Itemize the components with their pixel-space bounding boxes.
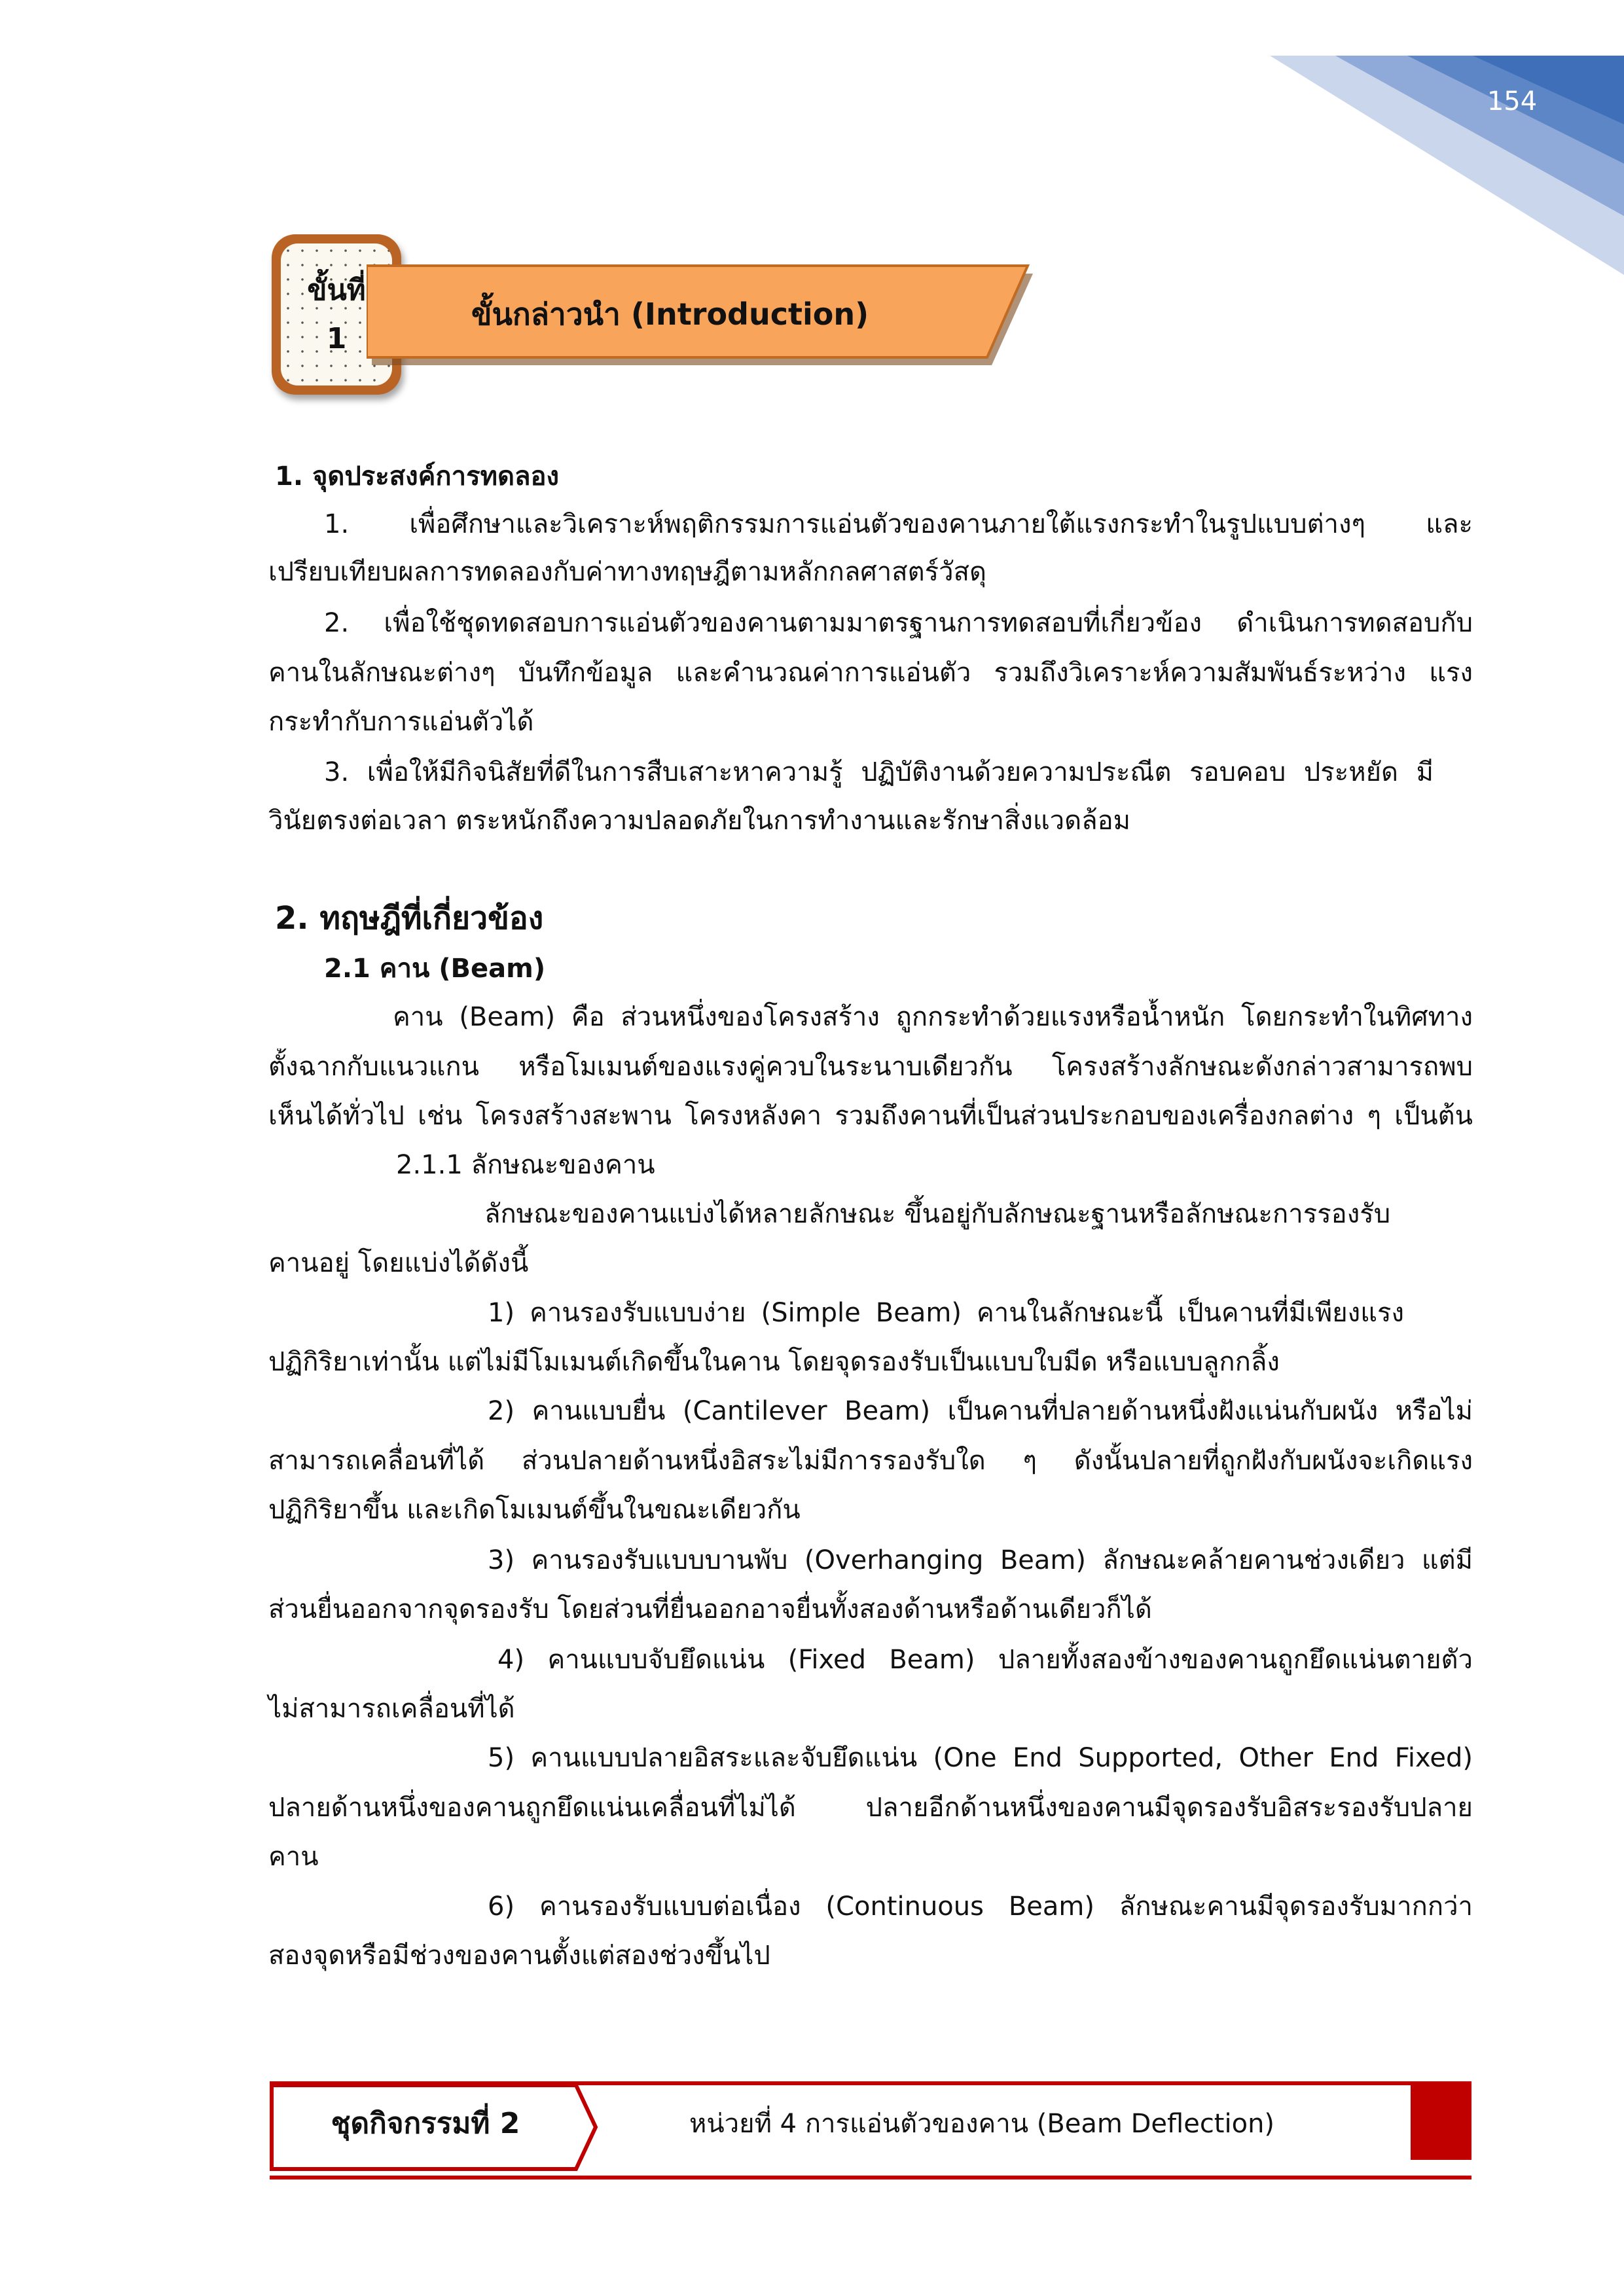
paragraph-line: 1. เพื่อศึกษาและวิเคราะห์พฤติกรรมการแอ่นตัวของคานภายใต้แรงกระทำในรูปแบบต่างๆ และ bbox=[324, 509, 1473, 539]
subsection-heading: 2.1 คาน (Beam) bbox=[324, 954, 546, 984]
paragraph-line: คานอยู่ โดยแบ่งได้ดังนี้ bbox=[268, 1248, 529, 1278]
paragraph-line: 2. เพื่อใช้ชุดทดสอบการแอ่นตัวของคานตามมาตรฐานการทดสอบที่เกี่ยวข้อง ดำเนินการทดสอบกับ bbox=[324, 608, 1473, 638]
list-item-line: 3) คานรองรับแบบบานพับ (Overhanging Beam) ลักษณะคล้ายคานช่วงเดียว แต่มี bbox=[488, 1545, 1473, 1575]
step-number: 1 bbox=[326, 321, 347, 355]
paragraph-line: วินัยตรงต่อเวลา ตระหนักถึงความปลอดภัยในการทำงานและรักษาสิ่งแวดล้อม bbox=[268, 806, 1131, 836]
activity-label: ชุดกิจกรรมที่ 2 bbox=[331, 2107, 520, 2140]
paragraph-line: ลักษณะของคานแบ่งได้หลายลักษณะ ขึ้นอยู่กับลักษณะฐานหรือลักษณะการรองรับ bbox=[484, 1199, 1391, 1229]
paragraph-line: กระทำกับการแอ่นตัวได้ bbox=[268, 707, 534, 737]
list-item-line: คาน bbox=[268, 1842, 319, 1872]
list-item-line: สามารถเคลื่อนที่ได้ ส่วนปลายด้านหนึ่งอิสระไม่มีการรองรับใด ๆ ดังนั้นปลายที่ถูกฝังกับผนังจะเกิดแรง bbox=[268, 1446, 1473, 1476]
list-item-line: ปฏิกิริยาขึ้น และเกิดโมเมนต์ขึ้นในขณะเดียวกัน bbox=[268, 1495, 801, 1525]
section-heading: 1. จุดประสงค์การทดลอง bbox=[275, 461, 560, 492]
corner-decoration bbox=[1237, 0, 1624, 275]
list-item-line: 6) คานรองรับแบบต่อเนื่อง (Continuous Beam) ลักษณะคานมีจุดรองรับมากกว่า bbox=[488, 1892, 1473, 1922]
paragraph-line: เปรียบเทียบผลการทดลองกับค่าทางทฤษฎีตามหลักกลศาสตร์วัสดุ bbox=[268, 557, 986, 587]
list-item-line: ปลายด้านหนึ่งของคานถูกยึดแน่นเคลื่อนที่ไม่ได้ ปลายอีกด้านหนึ่งของคานมีจุดรองรับอิสระรองรับปลาย bbox=[268, 1793, 1473, 1823]
step-label: ขั้นที่ bbox=[307, 273, 366, 307]
list-item-line: 1) คานรองรับแบบง่าย (Simple Beam) คานในลักษณะนี้ เป็นคานที่มีเพียงแรง bbox=[488, 1298, 1404, 1328]
paragraph-line: ตั้งฉากกับแนวแกน หรือโมเมนต์ของแรงคู่ควบในระนาบเดียวกัน โครงสร้างลักษณะดังกล่าวสามารถพบ bbox=[268, 1052, 1473, 1082]
unit-label: หน่วยที่ 4 การแอ่นตัวของคาน (Beam Deflection) bbox=[689, 2109, 1275, 2139]
list-item-line: ปฏิกิริยาเท่านั้น แต่ไม่มีโมเมนต์เกิดขึ้นในคาน โดยจุดรองรับเป็นแบบใบมีด หรือแบบลูกกลิ้ง bbox=[268, 1347, 1280, 1377]
list-item-line: 4) คานแบบจับยึดแน่น (Fixed Beam) ปลายทั้งสองข้างของคานถูกยึดแน่นตายตัว bbox=[497, 1645, 1473, 1675]
section-heading: 2. ทฤษฎีที่เกี่ยวข้อง bbox=[275, 900, 544, 937]
paragraph-line: คานในลักษณะต่างๆ บันทึกข้อมูล และคำนวณค่าการแอ่นตัว รวมถึงวิเคราะห์ความสัมพันธ์ระหว่าง แรง bbox=[268, 658, 1473, 688]
list-item-line: ไม่สามารถเคลื่อนที่ได้ bbox=[268, 1694, 515, 1724]
paragraph-line: คาน (Beam) คือ ส่วนหนึ่งของโครงสร้าง ถูกกระทำด้วยแรงหรือน้ำหนัก โดยกระทำในทิศทาง bbox=[393, 1002, 1473, 1032]
list-item-line: 2) คานแบบยื่น (Cantilever Beam) เป็นคานที่ปลายด้านหนึ่งฝังแน่นกับผนัง หรือไม่ bbox=[488, 1396, 1473, 1426]
list-item-line: ส่วนยื่นออกจากจุดรองรับ โดยส่วนที่ยื่นออกอาจยื่นทั้งสองด้านหรือด้านเดียวก็ได้ bbox=[268, 1594, 1152, 1624]
paragraph-line: 3. เพื่อให้มีกิจนิสัยที่ดีในการสืบเสาะหาความรู้ ปฏิบัติงานด้วยความประณีต รอบคอบ ประหยัด มี bbox=[324, 757, 1434, 787]
banner-title: ขั้นกล่าวนำ (Introduction) bbox=[471, 296, 869, 332]
page-number: 154 bbox=[1487, 86, 1538, 117]
list-item-line: สองจุดหรือมีช่วงของคานตั้งแต่สองช่วงขึ้นไป bbox=[268, 1941, 770, 1971]
subsubsection-heading: 2.1.1 ลักษณะของคาน bbox=[396, 1150, 655, 1180]
list-item-line: 5) คานแบบปลายอิสระและจับยึดแน่น (One End Supported, Other End Fixed) bbox=[488, 1743, 1473, 1773]
paragraph-line: เห็นได้ทั่วไป เช่น โครงสร้างสะพาน โครงหลังคา รวมถึงคานที่เป็นส่วนประกอบของเครื่องกลต่าง ๆ เป็นต้น bbox=[268, 1101, 1473, 1131]
